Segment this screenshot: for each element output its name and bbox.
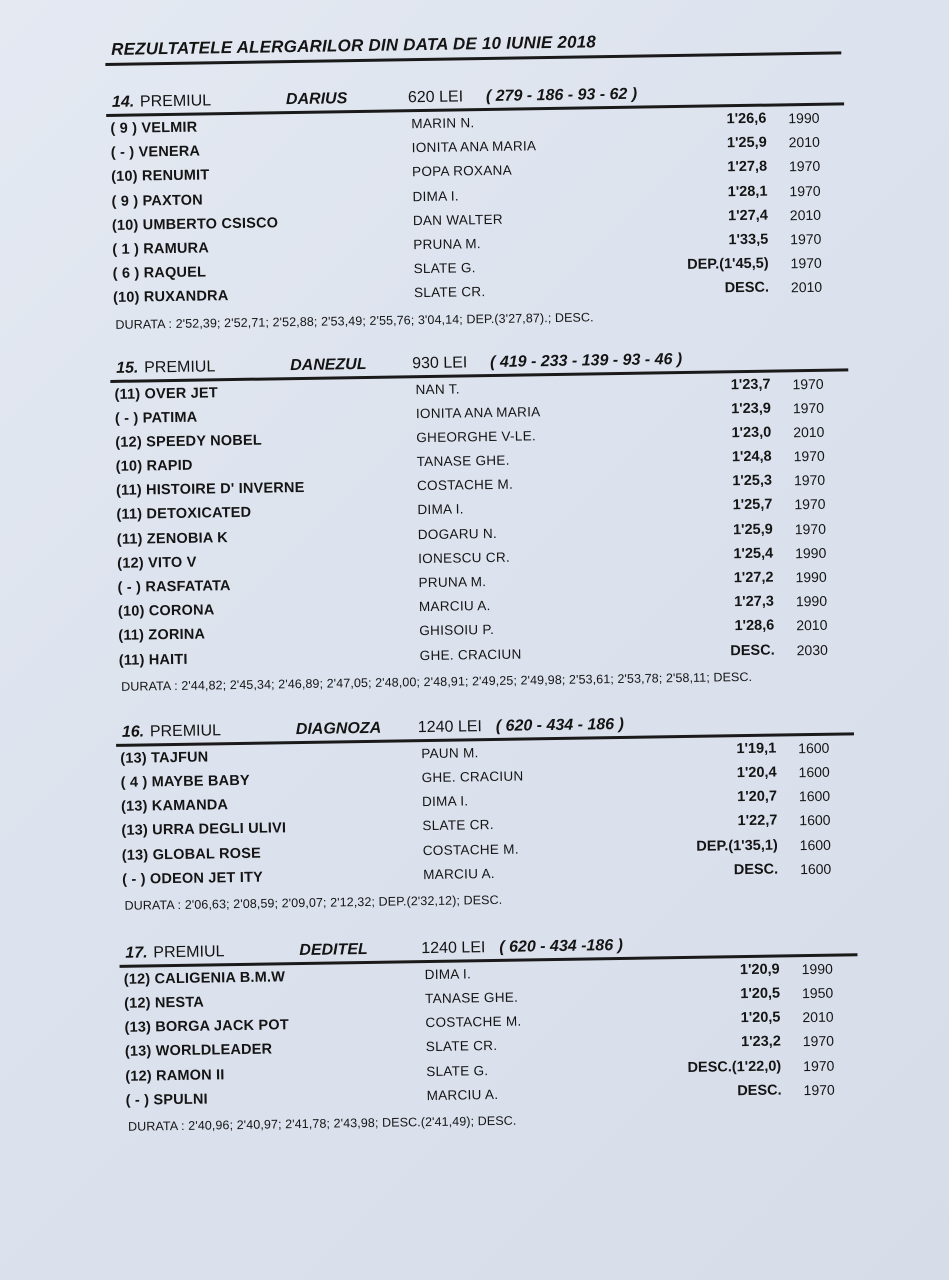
horse-name: (11) OVER JET: [114, 384, 219, 403]
horse-name: ( - ) VENERA: [110, 143, 201, 162]
race-section: [106, 80, 865, 331]
finish-time: 1'27,4: [727, 207, 768, 224]
driver-name: DAN WALTER: [412, 211, 503, 228]
distance: 1970: [803, 1081, 835, 1098]
race-prize-split: ( 620 - 434 - 186 ): [495, 715, 625, 735]
distance: 1970: [788, 158, 821, 175]
finish-time: DEP.(1'35,1): [696, 837, 778, 855]
race-label: PREMIUL: [144, 357, 216, 376]
driver-name: DIMA I.: [417, 501, 464, 518]
finish-time: 1'20,4: [736, 764, 777, 782]
driver-name: IONESCU CR.: [418, 549, 511, 566]
race-section: [119, 931, 877, 1134]
horse-name: (12) CALIGENIA B.M.W: [123, 969, 286, 988]
driver-name: SLATE CR.: [425, 1038, 498, 1055]
horse-name: ( - ) RASFATATA: [117, 578, 231, 596]
distance: 1990: [788, 109, 820, 127]
horse-name: (13) KAMANDA: [120, 797, 229, 815]
finish-time: DESC.: [730, 642, 775, 659]
driver-name: GHE. CRACIUN: [419, 646, 522, 663]
distance: 1990: [795, 568, 827, 586]
finish-time: 1'25,3: [732, 472, 773, 490]
horse-name: ( 9 ) PAXTON: [111, 192, 203, 210]
horse-name: (10) UMBERTO CSISCO: [111, 215, 279, 234]
distance: 2010: [802, 1008, 834, 1026]
distance: 1990: [795, 592, 828, 610]
finish-time: DESC.: [737, 1082, 782, 1100]
distance: 1970: [793, 471, 826, 489]
finish-time: 1'24,8: [731, 448, 772, 466]
horse-name: ( 6 ) RAQUEL: [112, 264, 207, 283]
distance: 1600: [799, 836, 832, 853]
driver-name: PRUNA M.: [418, 574, 487, 591]
driver-name: NAN T.: [415, 380, 460, 397]
horse-name: (10) CORONA: [117, 602, 215, 621]
driver-name: MARIN N.: [411, 115, 475, 132]
race-label: PREMIUL: [139, 92, 212, 111]
driver-name: PAUN M.: [421, 744, 479, 761]
driver-name: SLATE CR.: [422, 817, 494, 834]
race-name: DIAGNOZA: [295, 719, 382, 738]
distance: 1600: [798, 739, 830, 756]
finish-time: 1'20,5: [740, 985, 781, 1003]
distance: 1970: [789, 182, 821, 199]
horse-name: (11) ZENOBIA K: [116, 529, 228, 548]
race-number: 17.: [125, 944, 148, 962]
results-list: [116, 737, 873, 894]
results-list: [106, 107, 864, 312]
driver-name: IONITA ANA MARIA: [411, 138, 537, 156]
race-prize: 620 LEI: [407, 88, 464, 107]
driver-name: SLATE G.: [413, 260, 476, 277]
race-prize-split: ( 620 - 434 -186 ): [499, 936, 624, 956]
distance: 1600: [798, 763, 830, 781]
horse-name: (13) GLOBAL ROSE: [121, 845, 262, 864]
driver-name: GHE. CRACIUN: [421, 768, 524, 786]
horse-name: (10) RAPID: [115, 457, 193, 475]
finish-time: 1'19,1: [736, 740, 777, 757]
driver-name: PRUNA M.: [413, 236, 482, 253]
race-prize: 1240 LEI: [421, 939, 486, 958]
distance: 1970: [790, 254, 822, 272]
horse-name: (13) URRA DEGLI ULIVI: [121, 820, 287, 840]
horse-name: ( 9 ) VELMIR: [110, 119, 198, 137]
finish-time: 1'20,7: [737, 788, 778, 806]
race-number: 16.: [121, 723, 145, 741]
race-name: DEDITEL: [299, 940, 368, 959]
finish-time: 1'20,5: [740, 1009, 781, 1027]
race-durations: DURATA : 2'44,82; 2'45,34; 2'46,89; 2'47,05; 2'48,00; 2'48,91; 2'49,25; 2'49,98; 2'53,61; 2'53,78; 2'58,11; DESC.: [121, 669, 753, 694]
distance: 1970: [793, 447, 825, 465]
distance: 1970: [792, 375, 824, 392]
finish-time: 1'33,5: [728, 231, 769, 249]
horse-name: (10) RENUMIT: [111, 167, 210, 186]
finish-time: 1'23,2: [740, 1033, 781, 1051]
races-container: [106, 80, 877, 1134]
horse-name: (11) HISTOIRE D' INVERNE: [115, 480, 305, 500]
driver-name: COSTACHE M.: [416, 476, 514, 494]
horse-name: (13) BORGA JACK POT: [124, 1017, 290, 1037]
driver-name: COSTACHE M.: [422, 841, 519, 858]
race-label: PREMIUL: [153, 943, 225, 962]
distance: 1970: [794, 496, 826, 513]
finish-time: 1'20,9: [739, 961, 780, 979]
distance: 1950: [801, 984, 834, 1002]
finish-time: 1'25,7: [732, 497, 773, 514]
race-number: 14.: [111, 93, 135, 111]
finish-time: 1'23,9: [731, 400, 771, 417]
horse-name: (13) WORLDLEADER: [124, 1041, 273, 1061]
results-sheet: [105, 28, 877, 1134]
finish-time: DESC.: [733, 861, 779, 878]
distance: 1970: [790, 230, 822, 248]
horse-name: ( - ) ODEON JET ITY: [122, 869, 264, 888]
finish-time: 1'25,9: [732, 521, 773, 538]
driver-name: IONITA ANA MARIA: [415, 403, 541, 421]
finish-time: DESC.(1'22,0): [687, 1058, 782, 1076]
driver-name: TANASE GHE.: [424, 989, 519, 1007]
finish-time: 1'27,3: [734, 593, 775, 611]
distance: 1990: [801, 960, 833, 978]
distance: 2010: [796, 617, 828, 634]
driver-name: DOGARU N.: [417, 525, 498, 542]
distance: 2030: [796, 641, 828, 658]
finish-time: 1'22,7: [737, 812, 778, 830]
horse-name: ( 1 ) RAMURA: [112, 240, 210, 258]
race-durations: DURATA : 2'40,96; 2'40,97; 2'41,78; 2'43,98; DESC.(2'41,49); DESC.: [127, 1113, 517, 1134]
finish-time: 1'25,9: [726, 134, 767, 152]
driver-name: MARCIU A.: [423, 865, 495, 882]
distance: 2010: [789, 206, 822, 224]
driver-name: GHISOIU P.: [419, 622, 495, 639]
horse-name: (12) RAMON II: [125, 1066, 225, 1085]
finish-time: 1'27,2: [733, 569, 774, 587]
finish-time: 1'25,4: [733, 545, 774, 563]
distance: 2010: [793, 423, 825, 441]
horse-name: (12) NESTA: [124, 994, 205, 1012]
horse-name: ( 4 ) MAYBE BABY: [120, 772, 250, 791]
distance: 1990: [795, 544, 827, 562]
race-durations: DURATA : 2'52,39; 2'52,71; 2'52,88; 2'53,49; 2'55,76; 3'04,14; DEP.(3'27,87).; DESC.: [115, 309, 594, 332]
finish-time: 1'28,1: [727, 183, 768, 200]
driver-name: MARCIU A.: [426, 1086, 499, 1103]
finish-time: DEP.(1'45,5): [687, 255, 769, 274]
race-label: PREMIUL: [149, 722, 222, 741]
finish-time: 1'23,0: [731, 424, 772, 442]
finish-time: 1'28,6: [734, 617, 775, 635]
race-prize: 930 LEI: [411, 353, 468, 372]
distance: 1970: [802, 1033, 835, 1050]
driver-name: SLATE G.: [426, 1062, 489, 1079]
driver-name: DIMA I.: [424, 966, 472, 982]
horse-name: ( - ) PATIMA: [114, 409, 198, 427]
horse-name: (11) DETOXICATED: [116, 505, 252, 524]
race-section: [116, 710, 874, 913]
distance: 2010: [788, 133, 820, 151]
driver-name: DIMA I.: [421, 793, 469, 810]
distance: 1970: [792, 399, 825, 416]
driver-name: DIMA I.: [412, 188, 459, 204]
race-durations: DURATA : 2'06,63; 2'08,59; 2'09,07; 2'12,32; DEP.(2'32,12); DESC.: [124, 892, 503, 913]
distance: 1600: [798, 787, 831, 805]
horse-name: (13) TAJFUN: [120, 749, 209, 767]
finish-time: DESC.: [724, 279, 770, 297]
horse-name: (11) ZORINA: [118, 626, 206, 645]
horse-name: ( - ) SPULNI: [125, 1091, 208, 1109]
results-list: [120, 958, 877, 1115]
distance: 1970: [803, 1057, 835, 1074]
finish-time: 1'27,8: [727, 158, 768, 176]
distance: 1970: [794, 520, 827, 537]
race-number: 15.: [116, 359, 139, 377]
horse-name: (11) HAITI: [118, 651, 188, 669]
distance: 1600: [799, 860, 832, 877]
race-prize-split: ( 419 - 233 - 139 - 93 - 46 ): [489, 350, 683, 371]
results-list: [110, 373, 869, 675]
distance: 2010: [790, 279, 823, 296]
driver-name: COSTACHE M.: [425, 1013, 522, 1031]
driver-name: SLATE CR.: [413, 284, 486, 301]
driver-name: GHEORGHE V-LE.: [416, 428, 537, 446]
race-prize: 1240 LEI: [417, 717, 483, 736]
finish-time: 1'23,7: [730, 376, 771, 393]
race-name: DARIUS: [285, 90, 348, 109]
horse-name: (10) RUXANDRA: [112, 288, 229, 307]
finish-time: 1'26,6: [726, 110, 767, 128]
horse-name: (12) SPEEDY NOBEL: [115, 432, 262, 451]
driver-name: TANASE GHE.: [416, 452, 510, 470]
document-title: REZULTATELE ALERGARILOR DIN DATA DE 10 IUNIE 2018: [105, 28, 841, 66]
driver-name: POPA ROXANA: [411, 163, 513, 180]
race-name: DANEZUL: [289, 355, 367, 374]
distance: 1600: [799, 812, 831, 829]
horse-name: (12) VITO V: [117, 554, 197, 572]
race-prize-split: ( 279 - 186 - 93 - 62 ): [485, 85, 638, 106]
race-section: [110, 346, 870, 694]
driver-name: MARCIU A.: [418, 598, 491, 615]
